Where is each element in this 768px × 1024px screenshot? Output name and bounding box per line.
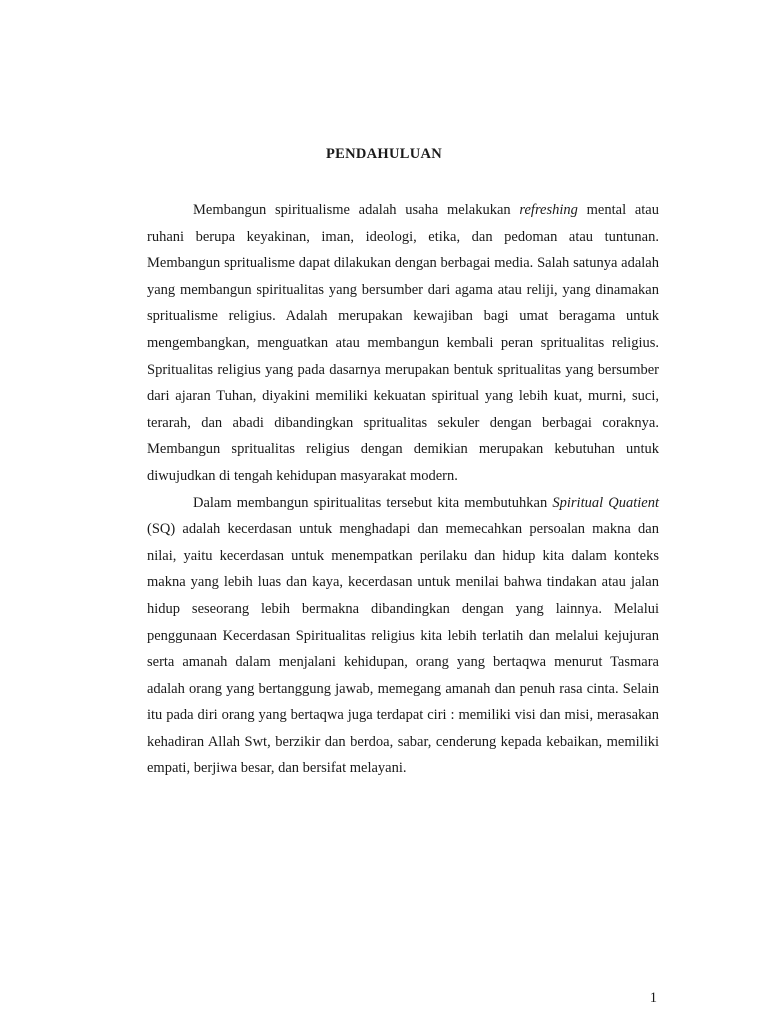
page-number: 1 (649, 990, 657, 1006)
paragraph-2-text-b: (SQ) adalah kecerdasan untuk menghadapi dan memecahkan persoalan makna dan nilai, yaitu kecerdasan untuk menempatkan perilaku dan hidup kita dalam konteks makna yang lebih luas dan kaya, kecerdasan untuk menilai bahwa tindakan atau jalan hidup seseorang lebih bermakna dibandingkan dengan yang lainnya. Melalui penggunaan Kecerdasan Spiritualitas religius kita lebih terlatih dan melalui kejujuran serta amanah dalam menjalani kehidupan, orang yang bertaqwa menurut Tasmara adalah orang yang bertanggung jawab, memegang amanah dan penuh rasa cinta. Selain itu pada diri orang yang bertaqwa juga terdapat ciri : memiliki visi dan misi, merasakan kehadiran Allah Swt, berzikir dan berdoa, sabar, cenderung kepada kebaikan, memiliki empati, berjiwa besar, dan bersifat melayani. (147, 521, 659, 777)
paragraph-2 (147, 490, 659, 783)
page-title: PENDAHULUAN (325, 146, 443, 162)
paragraph-1 (147, 197, 659, 490)
document-body (147, 197, 659, 782)
paragraph-1-italic-term: refreshing (519, 202, 578, 218)
paragraph-2-text-a: Dalam membangun spiritualitas tersebut kita membutuhkan (193, 494, 553, 511)
paragraph-1-text-a: Membangun spiritualisme adalah usaha melakukan (193, 202, 520, 218)
paragraph-1-text-b: mental atau ruhani berupa keyakinan, iman, ideologi, etika, dan pedoman atau tuntunan. Membangun spritualisme dapat dilakukan dengan berbagai media. Salah satunya adalah yang membangun spiritualitas yang bersumber dari agama atau reliji, yang dinamakan spritualisme religius. Adalah merupakan kewajiban bagi umat beragama untuk mengembangkan, menguatkan atau membangun kembali peran spritualitas religius. Spritualitas religius yang pada dasarnya merupakan bentuk spritualitas yang bersumber dari ajaran Tuhan, diyakini memiliki kekuatan spiritual yang lebih kuat, murni, suci, terarah, dan abadi dibandingkan spritualitas sekuler dengan berbagai coraknya. Membangun spritualitas religius dengan demikian merupakan kebutuhan untuk diwujudkan di tengah kehidupan masyarakat modern. (147, 202, 659, 484)
paragraph-2-italic-term: Spiritual Quatient (552, 494, 660, 511)
